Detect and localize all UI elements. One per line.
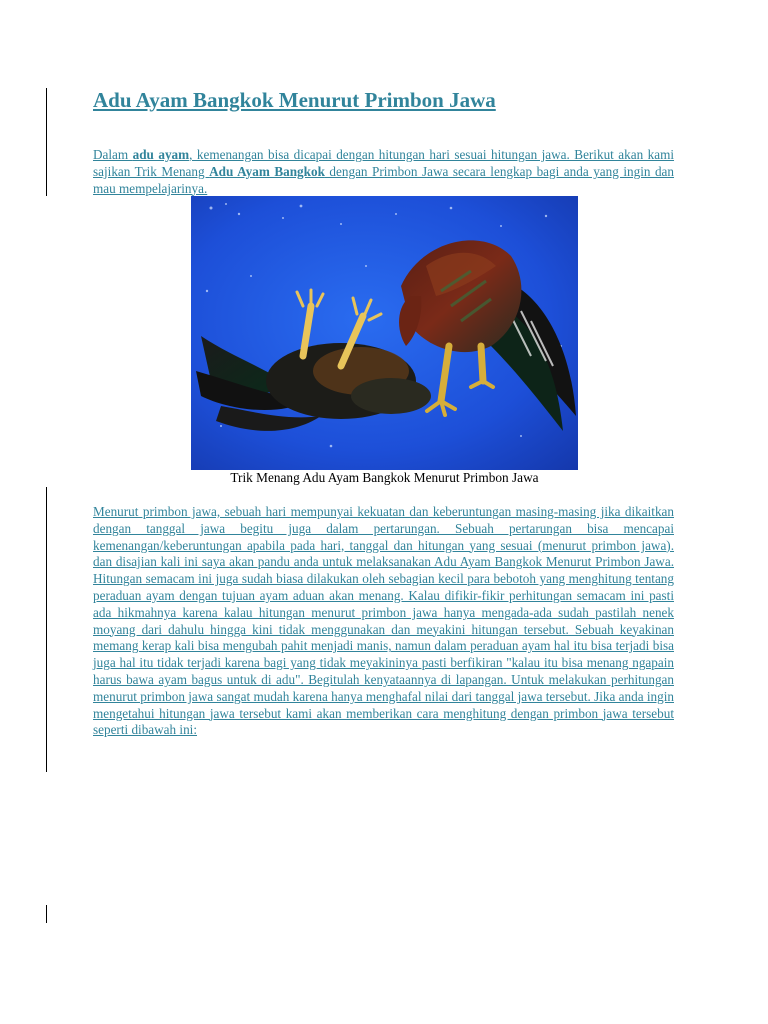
body-paragraph[interactable]: Menurut primbon jawa, sebuah hari mempunyai kekuatan dan keberuntungan masing-masing jika dikaitkan dengan tanggal jawa begitu juga dalam pertarungan. Sebuah pertarungan bisa mencapai kemenangan/keberuntungan apabila pada hari, tanggal dan hitungan yang sesuai (menurut primbon jawa). dan disajian kali ini saya akan pandu anda untuk melaksanakan Adu Ayam Bangkok Menurut Primbon Jawa. Hitungan semacam ini juga sudah biasa dilakukan oleh sebagian kecil para bebotoh yang menghitung tentang peraduan ayam dengan tujuan ayam aduan akan menang. Kalau difikir-fikir perhitungan semacam ini pasti ada hikmahnya karena kalau hitungan menurut primbon jawa hanya mengada-ada sudah pastilah nenek moyang dari dahulu hingga kini tidak menggunakan dan meyakini hitungan tersebut. Sebuah keyakinan memang kerap kali bisa mengubah pahit menjadi manis, namun dalam peraduan ayam hal itu bisa terjadi bisa juga hal itu tidak terjadi karena bagi yang tidak meyakininya pasti berfikiran "kalau itu bisa menang ngapain harus bawa ayam bagus untuk di adu". Begitulah kenyataannya di lapangan. Untuk melakukan perhitungan menurut primbon jawa sangat mudah karena hanya menghafal nilai dari tanggal jawa tersebut. Jika anda ingin mengetahui hitungan jawa tersebut kami akan memberikan cara menghitung dengan primbon jawa tersebut seperti dibawah ini: <box>93 504 674 738</box>
intro-text: , kemenangan bisa dicapai dengan hitungan hari sesuai hitungan jawa. Berikut akan kami sajikan Trik Menang <box>93 147 675 179</box>
revision-bar <box>46 487 47 772</box>
figure-caption: Trik Menang Adu Ayam Bangkok Menurut Primbon Jawa <box>230 470 539 485</box>
intro-text: dengan Primbon Jawa secara lengkap bagi anda yang ingin dan mau mempelajarinya. <box>93 163 675 196</box>
revision-bar <box>46 905 47 923</box>
revision-bar <box>46 88 47 196</box>
intro-paragraph[interactable] <box>93 147 674 197</box>
intro-bold-keyword: adu ayam <box>132 147 190 162</box>
intro-text: Dalam <box>93 147 133 162</box>
intro-bold-keyword: Adu Ayam Bangkok <box>209 163 325 179</box>
rooster-fight-photo <box>191 196 578 470</box>
article-title[interactable]: Adu Ayam Bangkok Menurut Primbon Jawa <box>93 88 496 112</box>
